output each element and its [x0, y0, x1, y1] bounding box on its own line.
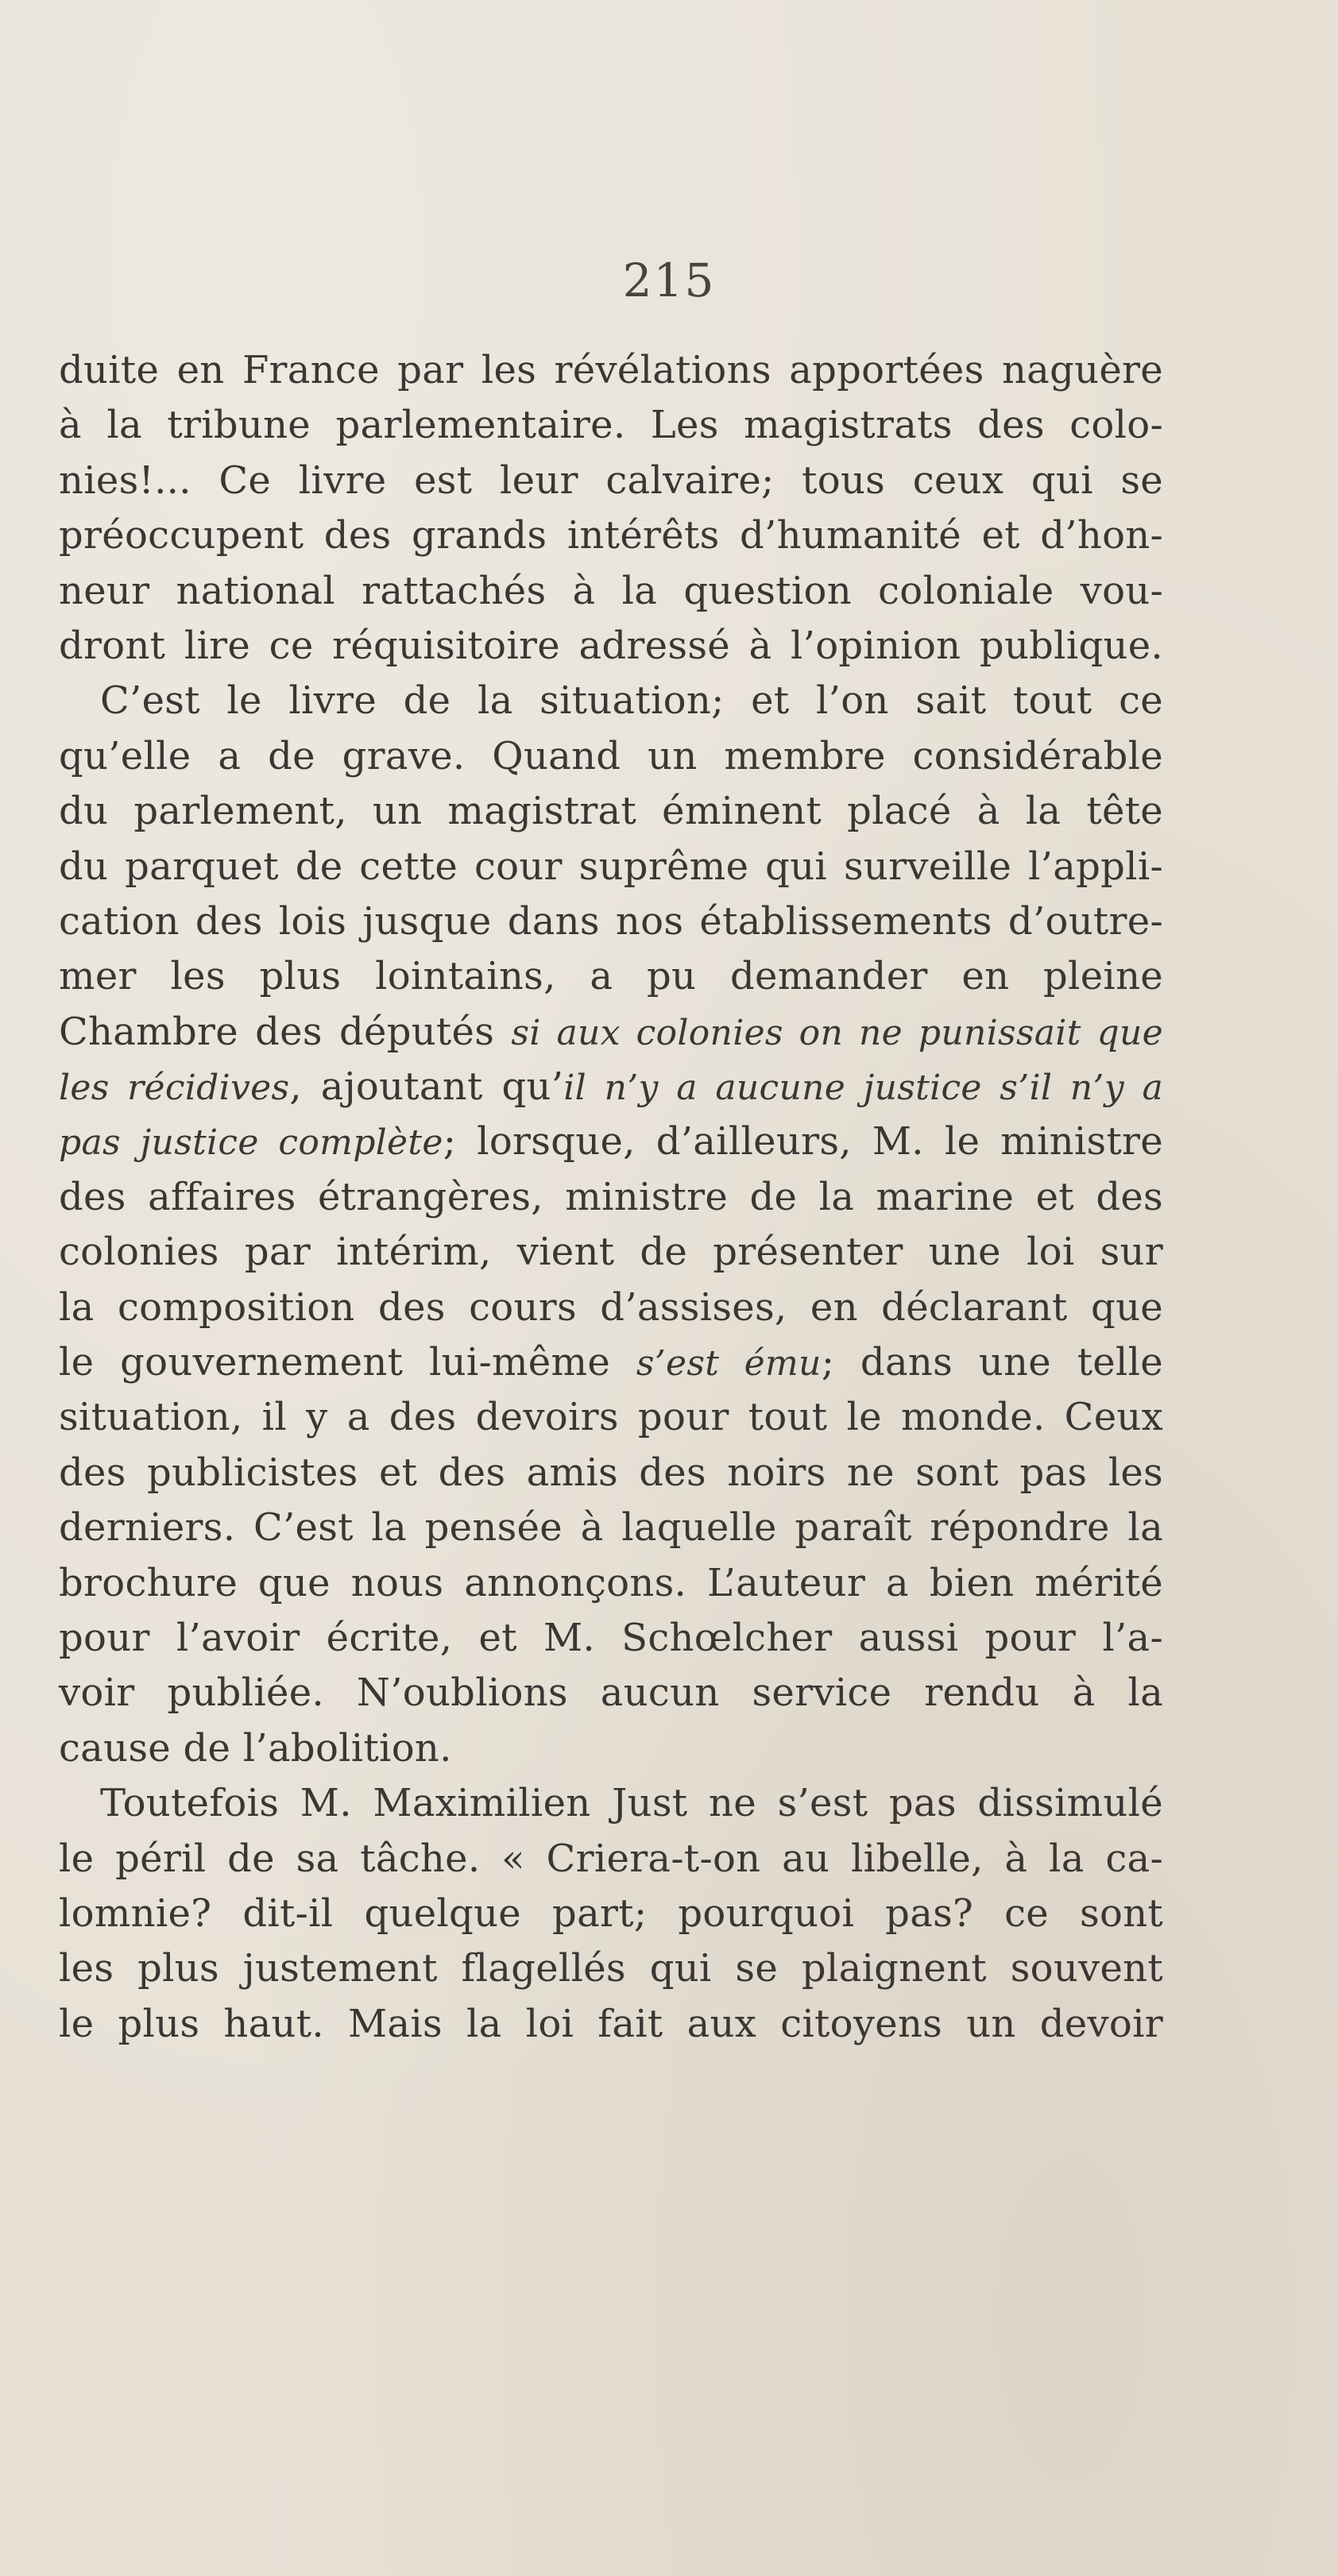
text-line: pour l’avoir écrite, et M. Schœlcher aussi pour l’a-	[59, 1615, 1163, 1660]
roman-text: Chambre des députés	[59, 1009, 512, 1054]
text-line: colonies par intérim, vient de présenter une loi sur	[59, 1230, 1163, 1275]
text-line: lomnie? dit-il quelque part; pourquoi pas? ce sont	[59, 1890, 1163, 1936]
text-line: du parquet de cette cour suprême qui surveille l’appli-	[59, 844, 1163, 889]
text-line: situation, il y a des devoirs pour tout le monde. Ceux	[59, 1395, 1163, 1440]
text-line: neur national rattachés à la question coloniale vou-	[59, 568, 1163, 613]
text-line	[59, 1005, 1163, 1060]
text-line: C’est le livre de la situation; et l’on sait tout ce	[100, 678, 1163, 724]
text-line: cation des lois jusque dans nos établissements d’outre-	[59, 898, 1163, 944]
text-line: des publicistes et des amis des noirs ne sont pas les	[59, 1450, 1163, 1495]
text-line	[59, 1060, 1163, 1114]
text-line: des affaires étrangères, ministre de la marine et des	[59, 1174, 1163, 1219]
italic-text: les récidives	[59, 1068, 290, 1109]
text-line: le péril de sa tâche. « Criera-t-on au libelle, à la ca-	[59, 1836, 1163, 1881]
text-line: à la tribune parlementaire. Les magistrats des colo-	[59, 403, 1163, 448]
text-line: du parlement, un magistrat éminent placé à la tête	[59, 789, 1163, 834]
text-line: préoccupent des grands intérêts d’humanité et d’hon-	[59, 513, 1163, 558]
italic-text: pas justice complète	[59, 1122, 443, 1164]
text-line: les plus justement flagellés qui se plaignent souvent	[59, 1946, 1163, 1991]
text-line: dront lire ce réquisitoire adressé à l’opinion publique.	[59, 623, 1163, 668]
roman-text: le gouvernement lui-même	[59, 1340, 636, 1385]
text-line: duite en France par les révélations apportées naguère	[59, 348, 1163, 392]
roman-text: ; lorsque, d’ailleurs, M. le ministre	[443, 1119, 1164, 1164]
body-text	[59, 343, 1163, 2052]
italic-text: s’est ému	[636, 1343, 822, 1385]
text-line: la composition des cours d’assises, en déclarant que	[59, 1284, 1163, 1330]
italic-text: il n’y a aucune justice s’il n’y a	[563, 1068, 1163, 1109]
text-line	[59, 1335, 1163, 1390]
roman-text: , ajoutant qu’	[289, 1064, 564, 1110]
italic-text: si aux colonies on ne punissait que	[511, 1012, 1163, 1053]
text-line: mer les plus lointains, a pu demander en pleine	[59, 954, 1163, 999]
text-line: qu’elle a de grave. Quand un membre considérable	[59, 733, 1163, 778]
text-line: cause de l’abolition.	[59, 1725, 452, 1771]
roman-text: ; dans une telle	[821, 1340, 1163, 1385]
text-line	[59, 1114, 1163, 1169]
text-line: le plus haut. Mais la loi fait aux citoyens un devoir	[59, 2001, 1163, 2046]
text-line: derniers. C’est la pensée à laquelle paraît répondre la	[59, 1505, 1163, 1551]
text-line: voir publiée. N’oublions aucun service rendu à la	[59, 1670, 1163, 1716]
text-line: Toutefois M. Maximilien Just ne s’est pas dissimulé	[100, 1781, 1163, 1826]
page-number: 215	[622, 253, 716, 307]
text-line: nies!... Ce livre est leur calvaire; tous ceux qui se	[59, 458, 1163, 503]
text-line: brochure que nous annonçons. L’auteur a bien mérité	[59, 1560, 1163, 1605]
